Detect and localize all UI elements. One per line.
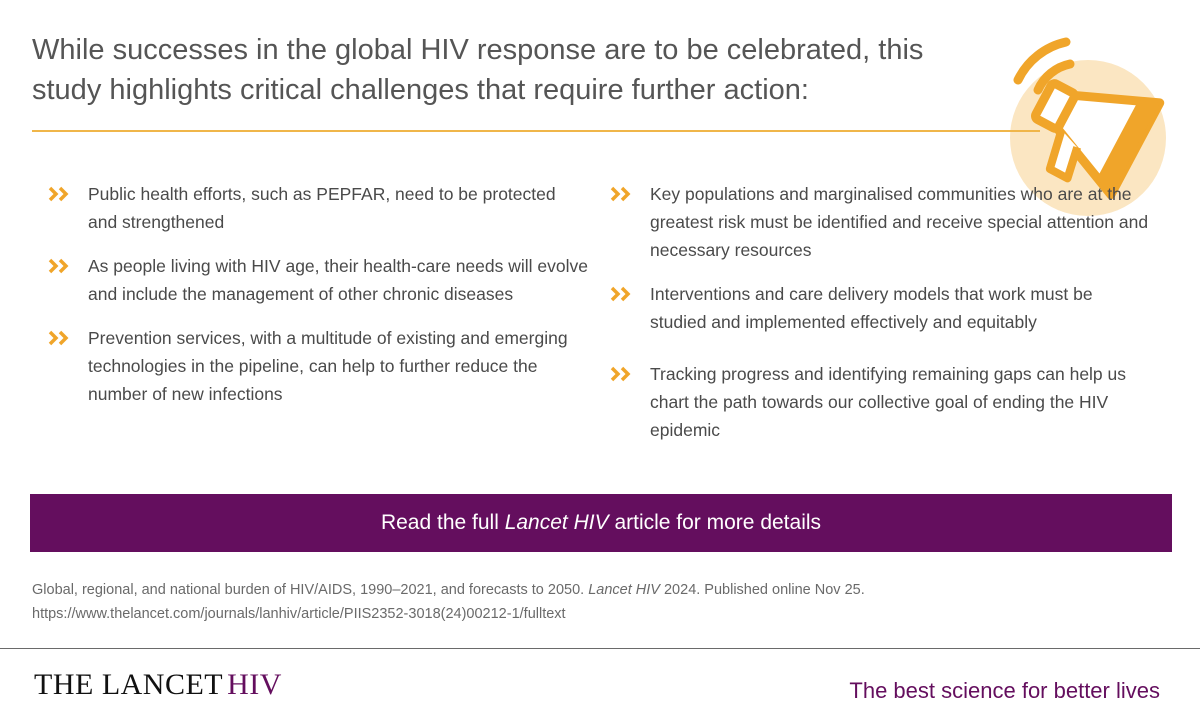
double-chevron-right-icon: [610, 286, 634, 302]
footer-divider: [0, 648, 1200, 649]
bullet-item: [610, 360, 1150, 444]
citation: [32, 578, 1162, 626]
double-chevron-right-icon: [48, 330, 72, 346]
cta-journal: Lancet HIV: [504, 511, 609, 534]
citation-details: 2024. Published online Nov 25.: [659, 582, 865, 598]
bullet-item: [48, 324, 588, 408]
citation-title: Global, regional, and national burden of HIV/AIDS, 1990–2021, and forecasts to 2050.: [32, 582, 589, 598]
cta-prefix: Read the full: [380, 511, 505, 534]
bullet-item: [48, 180, 588, 236]
bullet-item: [48, 252, 588, 308]
bullet-text: Tracking progress and identifying remaining gaps can help us chart the path towards our collective goal of ending the HIV epidemic: [650, 364, 1127, 440]
brand-name: THE LANCET: [34, 668, 224, 701]
double-chevron-right-icon: [48, 186, 72, 202]
bullet-item: [610, 180, 1150, 264]
read-article-banner[interactable]: [30, 494, 1172, 552]
double-chevron-right-icon: [610, 186, 634, 202]
headline: While successes in the global HIV response are to be celebrated, this study highlights critical challenges that require further action:: [32, 34, 924, 106]
brand-logo: [34, 668, 282, 702]
bullet-text: Prevention services, with a multitude of existing and emerging technologies in the pipeline, can help to further reduce the number of new infections: [88, 328, 568, 404]
double-chevron-right-icon: [610, 366, 634, 382]
bullet-text: Public health efforts, such as PEPFAR, need to be protected and strengthened: [88, 184, 556, 232]
bullet-text: Key populations and marginalised communities who are at the greatest risk must be identified and receive special attention and necessary resources: [650, 184, 1149, 260]
bullet-text: As people living with HIV age, their health-care needs will evolve and include the management of other chronic diseases: [88, 256, 588, 304]
citation-url[interactable]: https://www.thelancet.com/journals/lanhiv/article/PIIS2352-3018(24)00212-1/fulltext: [32, 606, 566, 622]
headline-divider: [32, 130, 1040, 132]
double-chevron-right-icon: [48, 258, 72, 274]
citation-journal: Lancet HIV: [588, 582, 660, 598]
tagline: The best science for better lives: [849, 678, 1160, 703]
bullets-right-column: [610, 180, 1150, 444]
brand-suffix: HIV: [227, 668, 282, 701]
bullet-item: [610, 280, 1150, 336]
cta-suffix: article for more details: [608, 511, 822, 534]
bullets-left-column: [48, 180, 588, 408]
bullet-text: Interventions and care delivery models that work must be studied and implemented effectively and equitably: [650, 284, 1093, 332]
